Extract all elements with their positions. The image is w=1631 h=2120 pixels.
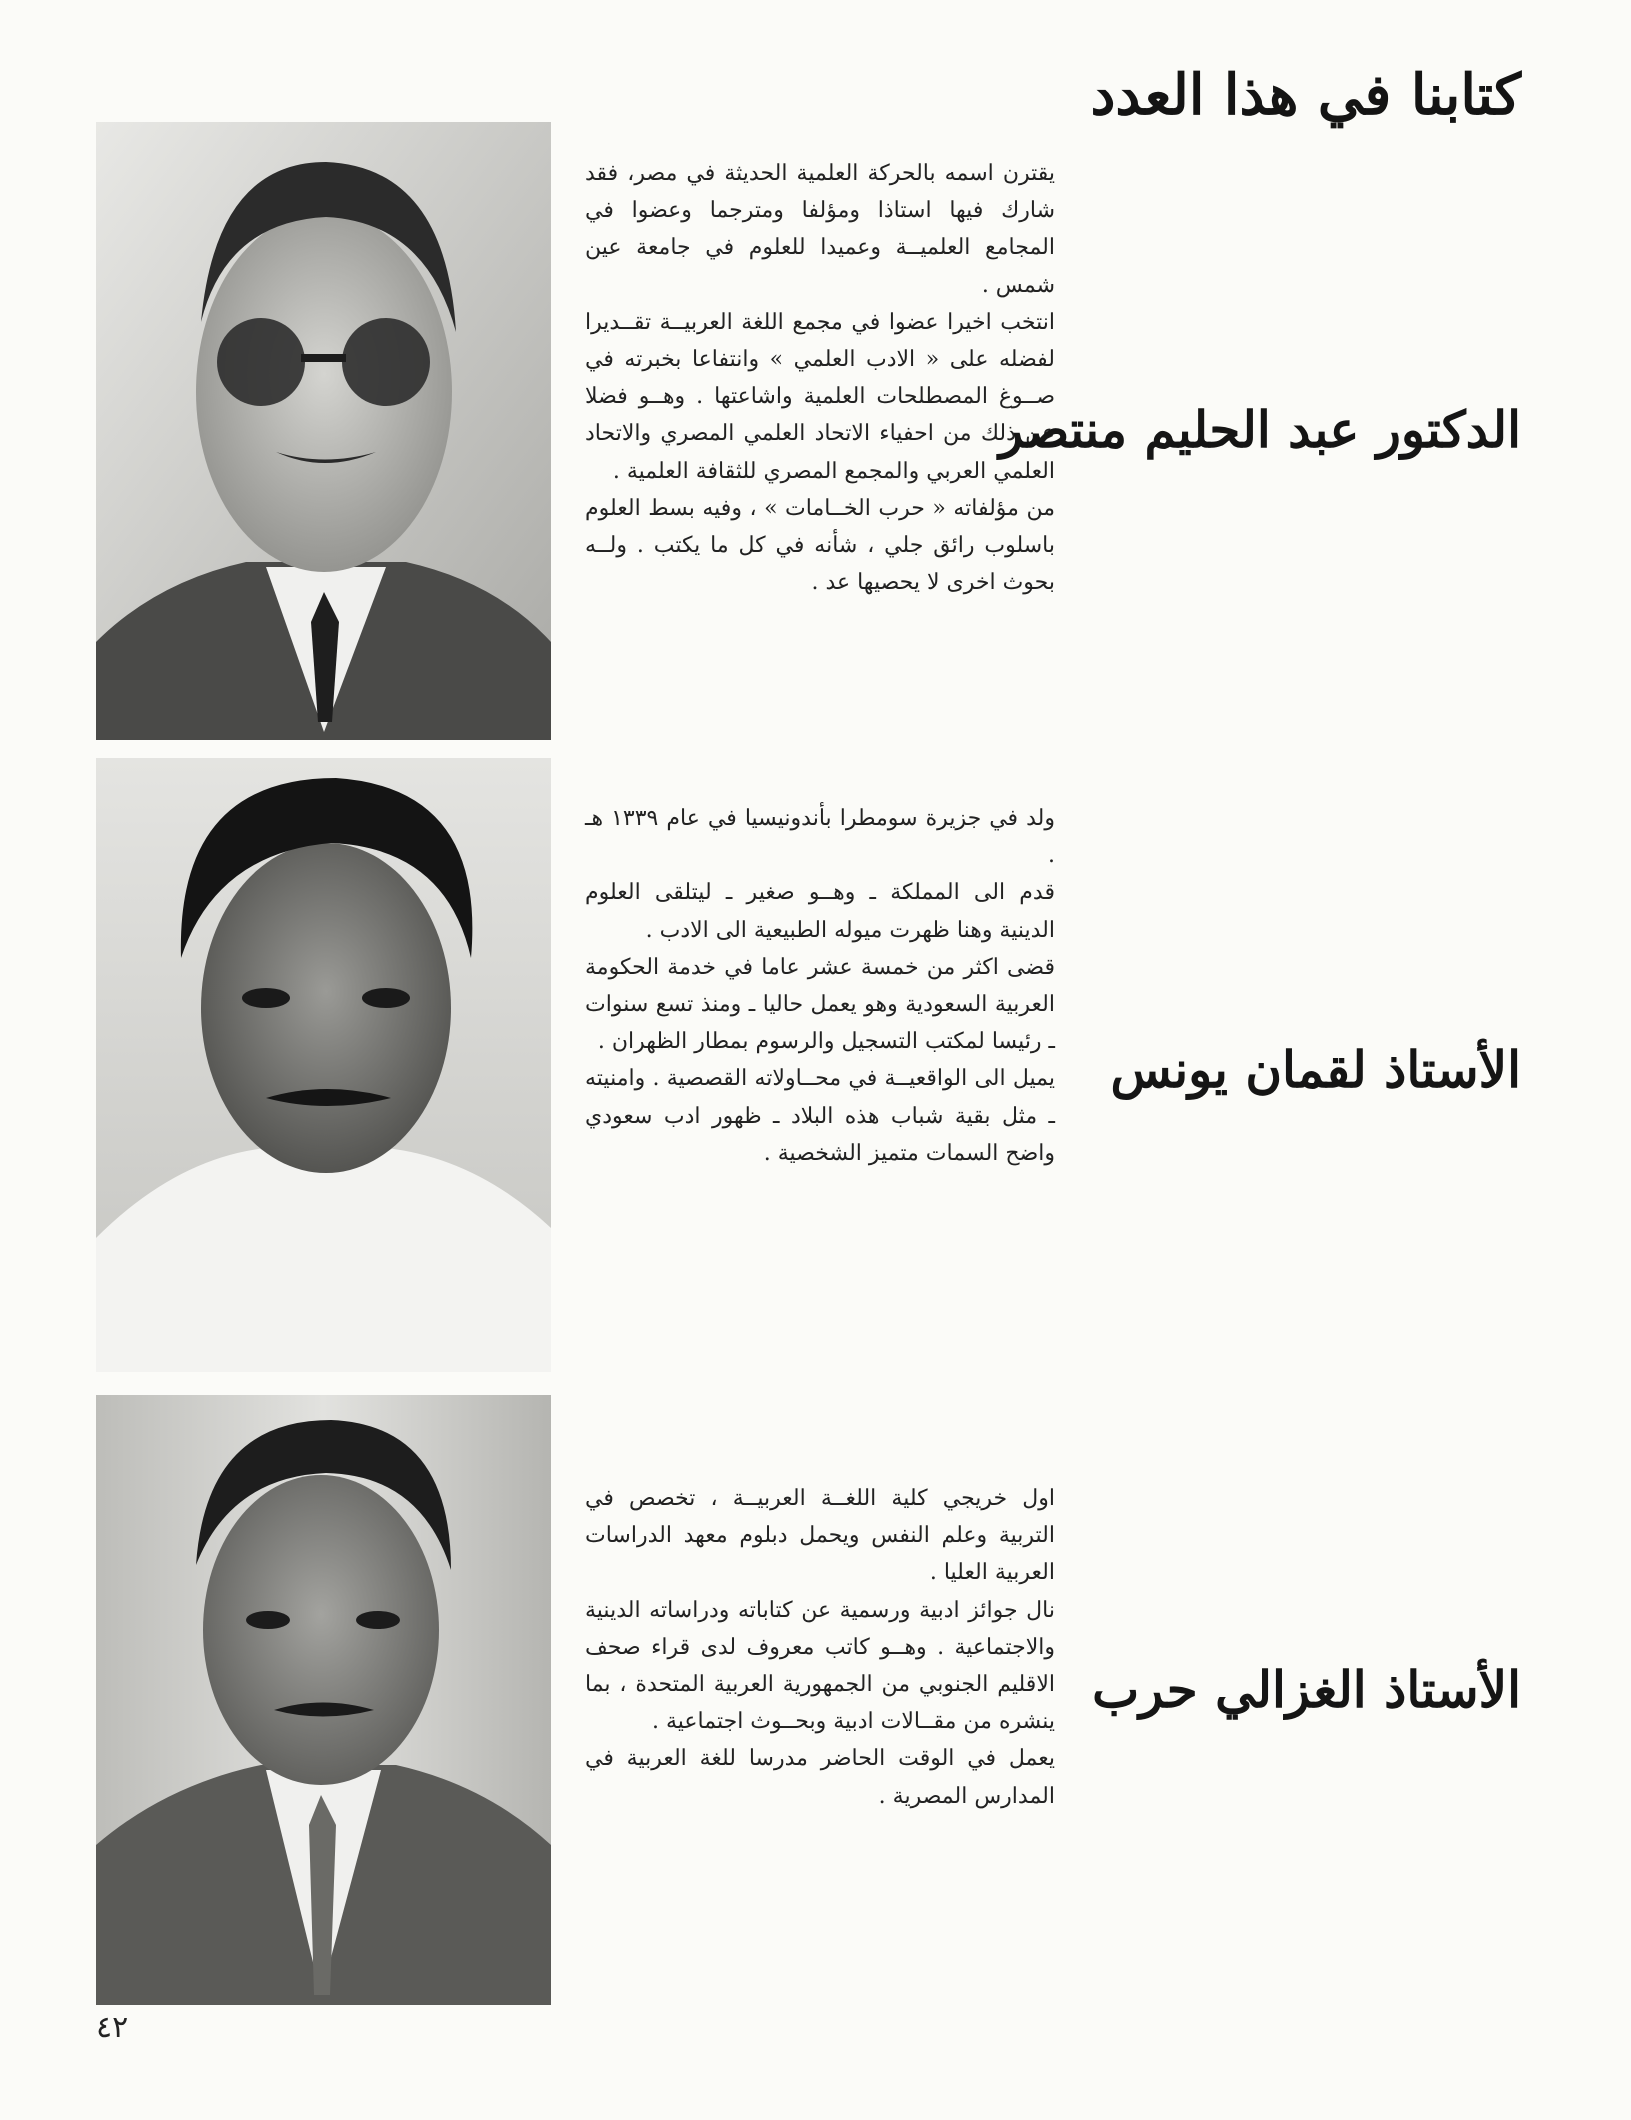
bio-text (585, 800, 1055, 1172)
bio-paragraph: ولد في جزيرة سومطرا بأندونيسيا في عام ١٣٣٩ هـ . (585, 806, 1056, 869)
bio-paragraph: قدم الى المملكة ـ وهــو صغير ـ ليتلقى العلوم الدينية وهنا ظهرت ميوله الطبيعية الى الادب . (585, 880, 1055, 943)
bio-paragraph: من مؤلفاته « حرب الخــامات » ، وفيه بسط العلوم باسلوب رائق جلي ، شأنه في كل ما يكتب . ولــه بحوث اخرى لا يحصيها عد . (585, 495, 1055, 596)
bio-name: الأستاذ لقمان يونس (1110, 1040, 1521, 1099)
bio-paragraph: انتخب اخيرا عضوا في مجمع اللغة العربيــة تقــديرا لفضله على « الادب العلمي » وانتفاعا بخبرته في صــوغ المصطلحات العلمية واشاعتها . وهــو فضلا عن ذلك من احفياء الاتحاد العلمي المصري والاتحاد العلمي العربي والمجمع المصري للثقافة العلمية . (585, 309, 1055, 484)
page-number: ٤٢ (96, 2010, 129, 2045)
bio-name: الأستاذ الغزالي حرب (1092, 1660, 1521, 1719)
portrait-photo (96, 758, 551, 1372)
bio-paragraph: يقترن اسمه بالحركة العلمية الحديثة في مصر، فقد شارك فيها استاذا ومؤلفا ومترجما وعضوا في المجامع العلميــة وعميدا للعلوم في جامعة عين شمس . (585, 161, 1055, 298)
bio-paragraph: يميل الى الواقعيــة في محــاولاته القصصية . وامنيته ـ مثل بقية شباب هذه البلاد ـ ظهور ادب سعودي واضح السمات متميز الشخصية . (585, 1066, 1055, 1166)
bio-paragraph: نال جوائز ادبية ورسمية عن كتاباته ودراساته الدينية والاجتماعية . وهــو كاتب معروف لدى قراء صحف الاقليم الجنوبي من الجمهورية العربية المتحدة ، بما ينشره من مقــالات ادبية وبحــوث اجتماعية . (585, 1597, 1055, 1735)
bio-text (585, 1480, 1055, 1815)
bio-paragraph: قضى اكثر من خمسة عشر عاما في خدمة الحكومة العربية السعودية وهو يعمل حاليا ـ ومنذ تسع سنوات ـ رئيسا لمكتب التسجيل والرسوم بمطار الظهران . (585, 954, 1055, 1055)
portrait-photo (96, 1395, 551, 2005)
bio-text (585, 155, 1055, 601)
bio-paragraph: يعمل في الوقت الحاضر مدرسا للغة العربية في المدارس المصرية . (585, 1746, 1055, 1809)
portrait-photo (96, 122, 551, 740)
bio-name: الدكتور عبد الحليم منتصر (999, 400, 1521, 459)
page-title: كتابنا في هذا العدد (1090, 62, 1521, 128)
bio-paragraph: اول خريجي كلية اللغــة العربيــة ، تخصص في التربية وعلم النفس ويحمل دبلوم معهد الدراسات العربية العليا . (585, 1486, 1055, 1586)
